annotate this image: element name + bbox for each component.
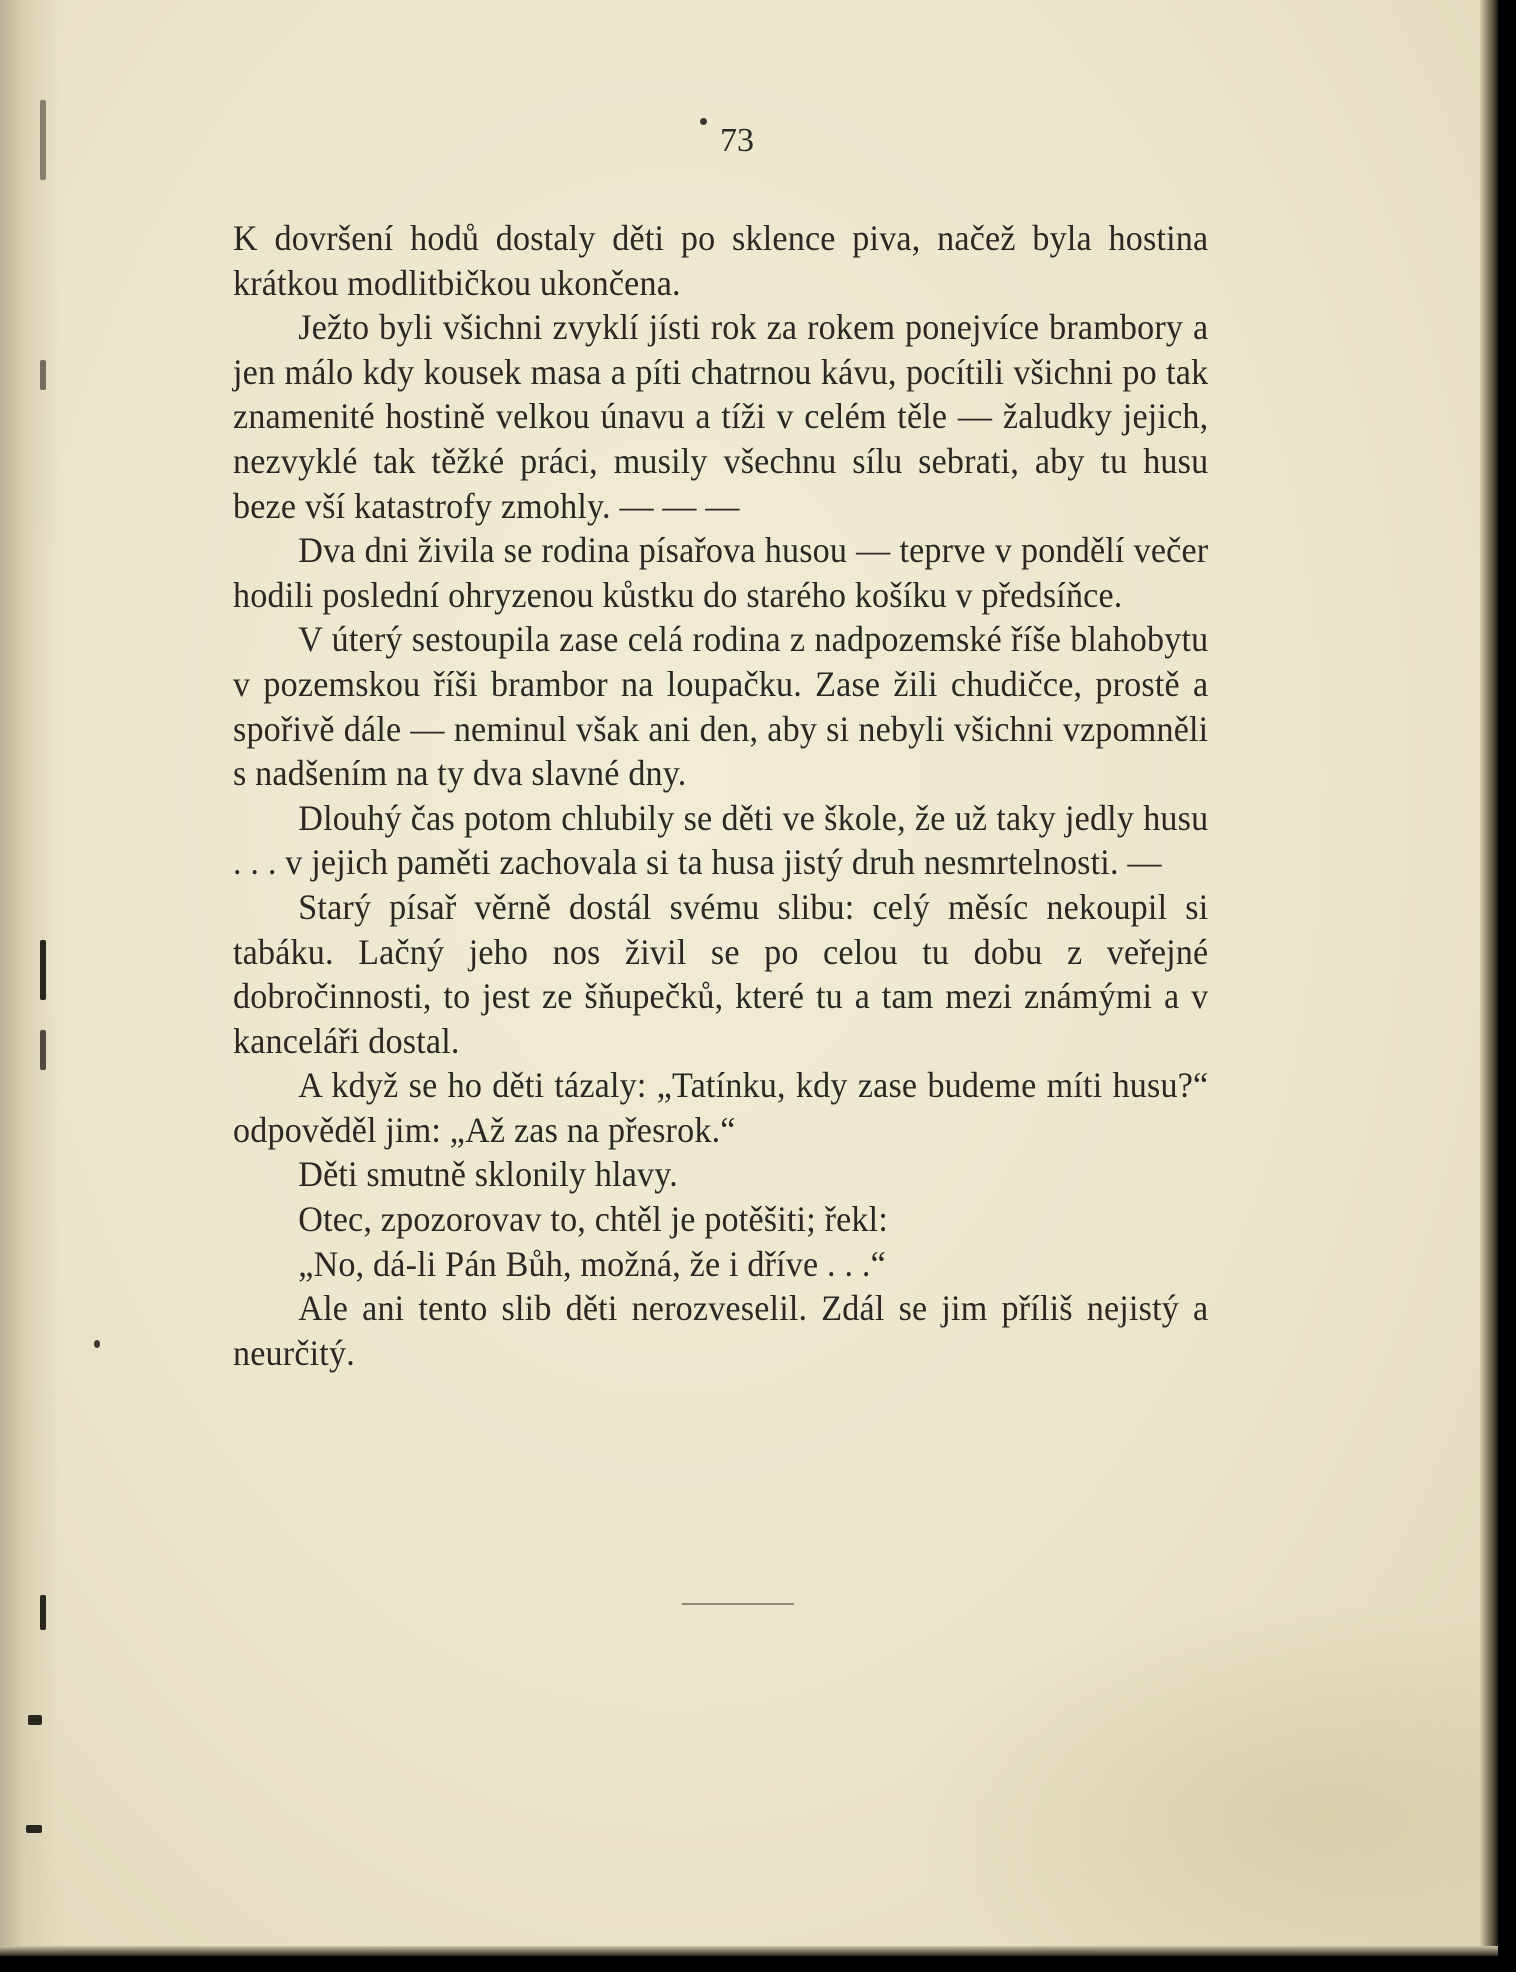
binding-mark (40, 1030, 46, 1070)
body-text (233, 216, 1208, 1375)
end-rule (682, 1603, 794, 1605)
paragraph: Ale ani tento slib děti nerozveselil. Zdál se jim příliš nejistý a neurčitý. (233, 1288, 1209, 1373)
paragraph: Děti smutně sklonily hlavy. (298, 1154, 679, 1195)
binding-mark (40, 1595, 46, 1630)
page-number: 73 (720, 122, 754, 159)
paper-stain (900, 1600, 1498, 1956)
page-edge-right (1480, 0, 1498, 1956)
page-binding-shadow (0, 0, 60, 1956)
paragraph: Dva dni živila se rodina písařova husou — teprve v pondělí večer hodili poslední ohryzenou kůstku do starého košíku v předsíňce. (233, 530, 1209, 615)
binding-mark (26, 1825, 42, 1833)
paragraph: V úterý sestoupila zase celá rodina z nadpozemské říše blahobytu v pozemskou říši brambor na loupačku. Zase žili chudičce, prostě a spořivě dále — neminul však ani den, aby si nebyli všichni vzpomněli s nadšením na ty dva slavné dny. (233, 619, 1209, 794)
paragraph: K dovršení hodů dostaly děti po sklence piva, načež byla hostina krátkou modlitbičkou ukončena. (233, 218, 1209, 303)
paragraph: „No, dá-li Pán Bůh, možná, že i dříve . . .“ (298, 1243, 886, 1284)
margin-dot (94, 1340, 100, 1348)
paragraph: Starý písař věrně dostál svému slibu: celý měsíc nekoupil si tabáku. Lačný jeho nos živil se po celou tu dobu z veřejné dobročinnosti, to jest ze šňupečků, které tu a tam mezi známými a v kanceláři dostal. (233, 886, 1209, 1061)
binding-mark (40, 100, 46, 180)
paragraph: A když se ho děti tázaly: „Tatínku, kdy zase budeme míti husu?“ odpověděl jim: „Až zas na přesrok.“ (233, 1065, 1209, 1150)
binding-mark (40, 360, 46, 390)
binding-mark (40, 940, 46, 1000)
paragraph: Otec, zpozorovav to, chtěl je potěšiti; řekl: (298, 1199, 888, 1240)
page-number-dot (700, 118, 707, 125)
paragraph: Dlouhý čas potom chlubily se děti ve škole, že už taky jedly husu . . . v jejich paměti zachovala si ta husa jistý druh nesmrtelnosti. — (233, 797, 1209, 883)
paragraph: Ježto byli všichni zvyklí jísti rok za rokem ponejvíce brambory a jen málo kdy kousek masa a píti chatrnou kávu, pocítili všichni po tak znamenité hostině velkou únavu a tíži v celém těle — žaludky jejich, nezvyklé tak těžké práci, musily všechnu sílu sebrati, aby tu husu beze vší katastrofy zmohly. — — — (233, 307, 1209, 526)
page-edge-bottom (0, 1946, 1498, 1956)
binding-mark (28, 1715, 42, 1725)
